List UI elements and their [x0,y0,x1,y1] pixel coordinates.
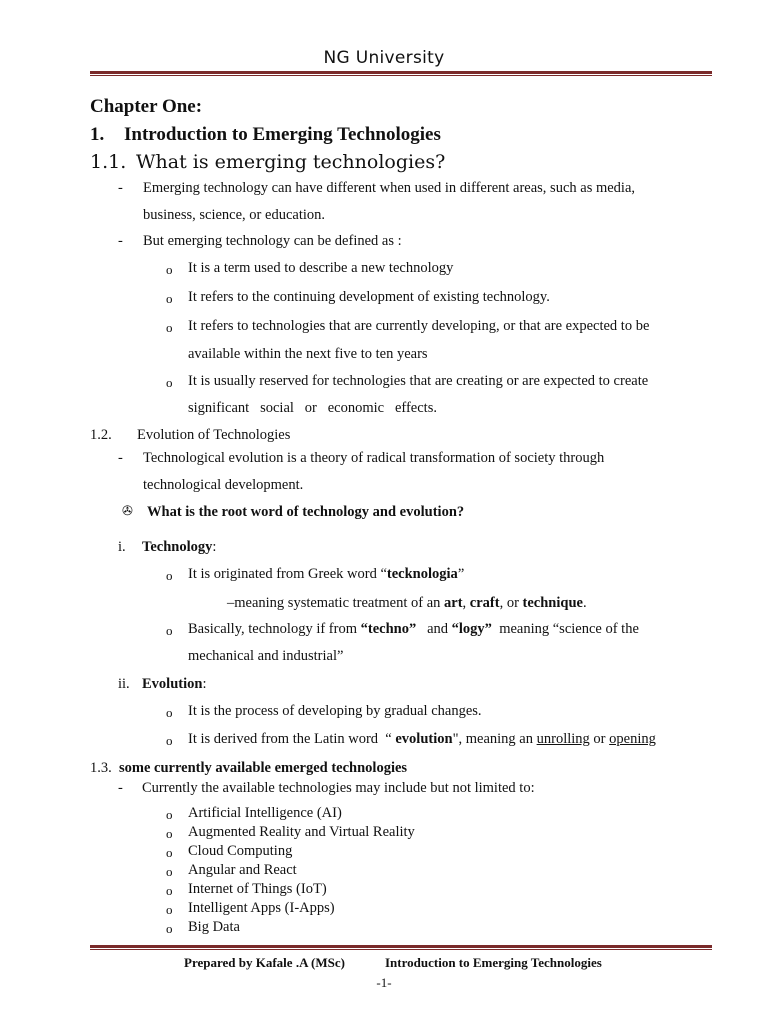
pencil-arrow-icon: ✇ [122,503,133,518]
dash-marker: - [118,233,123,249]
craft-word: craft [469,595,500,611]
tech-list-item: Angular and React [188,862,297,878]
evolution-label: Evolution [142,676,203,692]
greek-word: tecknologia [386,566,458,582]
bullet-marker: o [166,826,173,841]
s11-dash2: But emerging technology can be defined as : [143,233,402,249]
text: or [589,731,610,747]
techno-word: “techno” [360,621,417,637]
bullet-marker: o [166,864,173,879]
s11-bullet-2: It refers to the continuing development of existing technology. [188,289,550,305]
tech-list-item: Augmented Reality and Virtual Reality [188,824,415,840]
s11-bullet-1: It is a term used to describe a new technology [188,260,454,276]
text: ", meaning an [452,731,537,747]
technology-bullet-1 [188,566,464,583]
s11-bullet-3-line2: available within the next five to ten years [188,346,428,362]
bullet-marker: o [166,883,173,898]
section-1-heading [90,124,441,146]
text: , or [499,595,523,611]
s11-dash1-line2: business, science, or education. [143,207,326,223]
unrolling-word: unrolling [536,731,590,747]
evolution-bullet-1: It is the process of developing by gradual changes. [188,703,482,719]
tech-list-item: Cloud Computing [188,843,293,859]
evolution-label-line [142,676,206,693]
section-1-2-title: Evolution of Technologies [137,427,291,443]
text: . [582,595,587,611]
tech-list-item: Artificial Intelligence (AI) [188,805,342,821]
footer-prepared-by: Prepared by Kafale .A (MSc) [184,955,345,970]
text: ” [457,566,465,582]
section-1-title: Introduction to Emerging Technologies [124,124,441,145]
dash-marker: - [118,780,123,796]
page-header-title: NG University [323,48,445,68]
colon: : [202,676,207,692]
bullet-marker: o [166,733,173,748]
evolution-word: evolution [395,731,453,747]
opening-word: opening [609,731,656,747]
bullet-marker: o [166,807,173,822]
text: –meaning systematic treatment of an [227,595,445,611]
section-1-2-number: 1.2. [90,427,112,443]
bullet-marker: o [166,705,173,720]
bullet-marker: o [166,262,173,277]
evolution-bullet-2 [188,731,656,748]
s12-dash1-line1: Technological evolution is a theory of radical transformation of society through [143,450,605,466]
s11-bullet-4-line2: significant social or economic effects. [188,400,437,416]
s11-dash1-line1: Emerging technology can have different when used in different areas, such as media, [143,180,636,196]
footer-divider [90,945,712,950]
section-1-number: 1. [90,124,105,145]
text: , [462,595,470,611]
technology-label-line [142,539,216,556]
text: and [416,621,452,637]
bullet-marker: o [166,320,173,335]
chapter-title: Chapter One: [90,96,203,117]
art-word: art [444,595,463,611]
roman-numeral-ii: ii. [118,676,130,692]
text: It is originated from Greek word “ [188,566,387,582]
bullet-marker: o [166,568,173,583]
bullet-marker: o [166,291,173,306]
root-word-question: What is the root word of technology and evolution? [147,504,465,520]
technology-bullet-2 [188,621,639,638]
text: meaning “science of the [491,621,639,637]
s11-bullet-3-line1: It refers to technologies that are currently developing, or that are expected to be [188,318,650,334]
bullet-marker: o [166,845,173,860]
technology-label: Technology [142,539,213,555]
s13-dash1: Currently the available technologies may include but not limited to: [142,780,535,796]
section-1-1-title: What is emerging technologies? [136,151,446,173]
section-1-3-title: some currently available emerged technologies [119,760,408,776]
dash-marker: - [118,450,123,466]
dash-marker: - [118,180,123,196]
logy-word: “logy” [451,621,492,637]
technique-word: technique [522,595,583,611]
technology-bullet-1-line2 [227,595,587,612]
technology-bullet-2-line2: mechanical and industrial” [188,648,344,664]
tech-list-item: Internet of Things (IoT) [188,881,327,897]
bullet-marker: o [166,921,173,936]
header-divider [90,71,712,76]
s12-dash1-line2: technological development. [143,477,304,493]
bullet-marker: o [166,375,173,390]
roman-numeral-i: i. [118,539,126,555]
bullet-marker: o [166,902,173,917]
tech-list-item: Big Data [188,919,240,935]
section-1-1-number: 1.1. [90,151,127,173]
text: Basically, technology if from [188,621,361,637]
section-1-1-heading [90,151,445,173]
bullet-marker: o [166,623,173,638]
text: It is derived from the Latin word “ [188,731,396,747]
section-1-3-number: 1.3. [90,760,112,776]
page-number: -1- [376,975,392,990]
tech-list-item: Intelligent Apps (I-Apps) [188,900,335,916]
s11-bullet-4-line1: It is usually reserved for technologies that are creating or are expected to create [188,373,649,389]
footer-course-title: Introduction to Emerging Technologies [385,955,602,970]
colon: : [212,539,217,555]
